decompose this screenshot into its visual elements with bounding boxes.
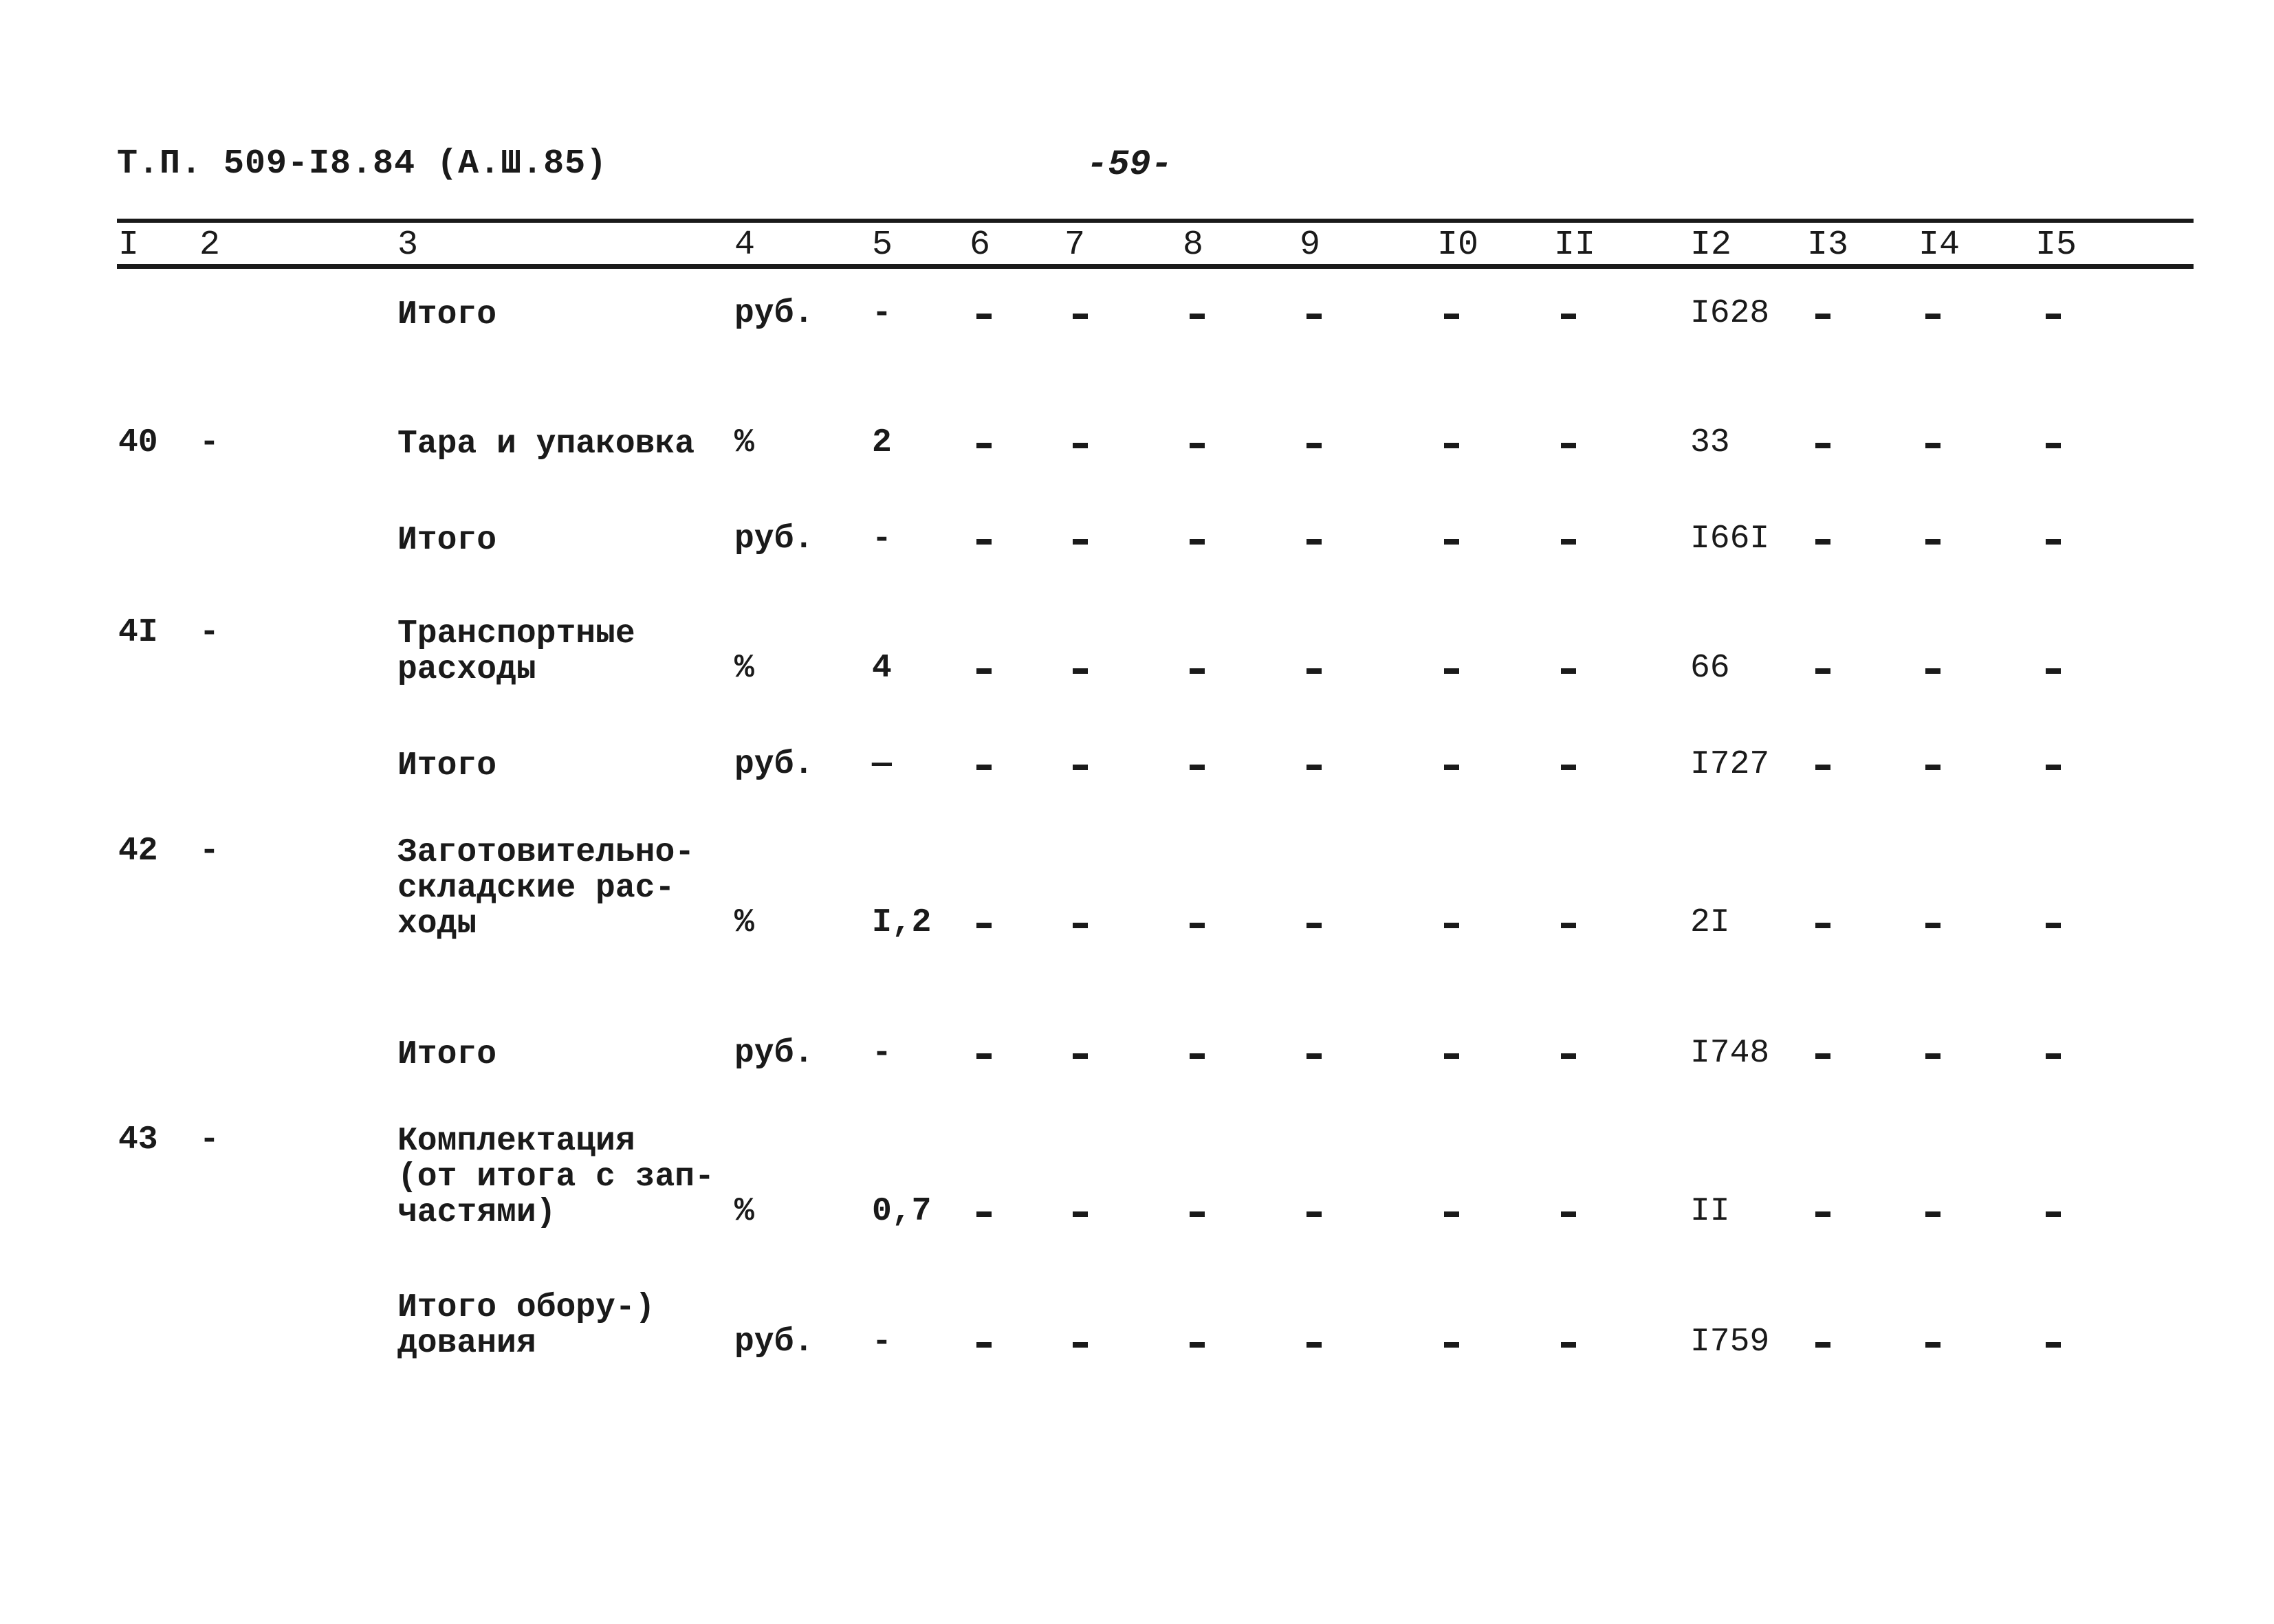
row-col12-value: II [1690, 1193, 1730, 1230]
row-unit: руб. [734, 1324, 814, 1361]
row-description: Итого [397, 747, 497, 784]
column-header-9: 9 [1300, 226, 1321, 265]
page-number: -59- [1086, 144, 1172, 185]
empty-cell-dash [2046, 314, 2061, 319]
empty-cell-dash [1925, 1211, 1940, 1217]
row-description: Заготовительно- складские рас- ходы [397, 834, 695, 943]
empty-cell-dash [1561, 314, 1576, 319]
empty-cell-dash [1073, 539, 1088, 545]
empty-cell-dash [1561, 1342, 1576, 1348]
column-header-3: 3 [397, 226, 419, 265]
row-col2: - [199, 833, 219, 870]
row-unit: руб. [734, 295, 814, 332]
empty-cell-dash [1444, 539, 1459, 545]
empty-cell-dash [976, 765, 992, 770]
empty-cell-dash [1444, 443, 1459, 448]
row-unit: руб. [734, 1035, 814, 1072]
row-col12-value: I759 [1690, 1324, 1770, 1361]
row-col2: - [199, 614, 219, 651]
column-header-12: I2 [1690, 226, 1732, 265]
empty-cell-dash [1073, 314, 1088, 319]
empty-cell-dash [1444, 1211, 1459, 1217]
empty-cell-dash [1561, 1211, 1576, 1217]
row-col2: - [199, 424, 219, 461]
row-col5-value: 0,7 [872, 1193, 932, 1230]
column-header-10: I0 [1437, 226, 1479, 265]
empty-cell-dash [1444, 923, 1459, 928]
empty-cell-dash [2046, 1342, 2061, 1348]
empty-cell-dash [1561, 1053, 1576, 1059]
empty-cell-dash [976, 1342, 992, 1348]
empty-cell-dash [1190, 1211, 1205, 1217]
row-unit: % [734, 424, 754, 461]
row-col12-value: I748 [1690, 1035, 1770, 1072]
empty-cell-dash [1307, 1211, 1322, 1217]
empty-cell-dash [1307, 443, 1322, 448]
empty-cell-dash [1815, 668, 1830, 674]
empty-cell-dash [1190, 1053, 1205, 1059]
row-description: Тара и упаковка [397, 426, 695, 463]
empty-cell-dash [1561, 539, 1576, 545]
document-code: Т.П. 509-I8.84 (А.Ш.85) [117, 144, 608, 184]
empty-cell-dash [1815, 1053, 1830, 1059]
empty-cell-dash [1190, 314, 1205, 319]
empty-cell-dash [2046, 765, 2061, 770]
empty-cell-dash [1925, 668, 1940, 674]
row-col5-value: 4 [872, 650, 892, 687]
empty-cell-dash [1925, 1342, 1940, 1348]
empty-cell-dash [1073, 1211, 1088, 1217]
row-col5-value: - [872, 520, 892, 558]
row-col12-value: 66 [1690, 650, 1730, 687]
column-header-8: 8 [1183, 226, 1204, 265]
empty-cell-dash [1073, 1342, 1088, 1348]
row-col5-value: 2 [872, 424, 892, 461]
empty-cell-dash [1444, 1342, 1459, 1348]
row-number: 43 [118, 1121, 158, 1159]
empty-cell-dash [976, 1053, 992, 1059]
empty-cell-dash [1307, 668, 1322, 674]
empty-cell-dash [1307, 765, 1322, 770]
row-col5-value: I,2 [872, 904, 932, 941]
row-description: Итого [397, 296, 497, 333]
empty-cell-dash [976, 1211, 992, 1217]
empty-cell-dash [1307, 314, 1322, 319]
table-header-rule [117, 264, 2194, 269]
empty-cell-dash [976, 314, 992, 319]
empty-cell-dash [1925, 539, 1940, 545]
row-col12-value: 2I [1690, 904, 1730, 941]
empty-cell-dash [1073, 923, 1088, 928]
empty-cell-dash [1815, 314, 1830, 319]
row-col12-value: I727 [1690, 746, 1770, 783]
empty-cell-dash [2046, 923, 2061, 928]
empty-cell-dash [1561, 668, 1576, 674]
empty-cell-dash [1444, 1053, 1459, 1059]
table-top-rule [117, 219, 2194, 223]
empty-cell-dash [1561, 765, 1576, 770]
empty-cell-dash [1815, 1342, 1830, 1348]
empty-cell-dash [1073, 668, 1088, 674]
empty-cell-dash [976, 668, 992, 674]
row-col5-value: - [872, 1035, 892, 1072]
empty-cell-dash [1190, 668, 1205, 674]
empty-cell-dash [976, 539, 992, 545]
empty-cell-dash [1307, 539, 1322, 545]
empty-cell-dash [1925, 923, 1940, 928]
row-description: Итого [397, 522, 497, 559]
empty-cell-dash [1561, 443, 1576, 448]
empty-cell-dash [976, 923, 992, 928]
column-header-14: I4 [1918, 226, 1960, 265]
row-unit: % [734, 1193, 754, 1230]
row-description: Итого [397, 1036, 497, 1073]
empty-cell-dash [1925, 765, 1940, 770]
row-unit: руб. [734, 520, 814, 558]
empty-cell-dash [2046, 539, 2061, 545]
empty-cell-dash [1307, 923, 1322, 928]
empty-cell-dash [1073, 443, 1088, 448]
column-header-4: 4 [734, 226, 756, 265]
row-description: Транспортные расходы [397, 615, 635, 688]
column-header-6: 6 [970, 226, 991, 265]
empty-cell-dash [2046, 1053, 2061, 1059]
column-header-11: II [1554, 226, 1596, 265]
empty-cell-dash [1444, 314, 1459, 319]
empty-cell-dash [1815, 765, 1830, 770]
row-number: 42 [118, 833, 158, 870]
row-number: 40 [118, 424, 158, 461]
column-header-1: I [118, 226, 140, 265]
empty-cell-dash [1073, 1053, 1088, 1059]
empty-cell-dash [1073, 765, 1088, 770]
empty-cell-dash [1561, 923, 1576, 928]
empty-cell-dash [976, 443, 992, 448]
row-unit: руб. [734, 746, 814, 783]
empty-cell-dash [2046, 668, 2061, 674]
empty-cell-dash [1190, 1342, 1205, 1348]
column-header-7: 7 [1064, 226, 1086, 265]
empty-cell-dash [1925, 1053, 1940, 1059]
empty-cell-dash [1190, 539, 1205, 545]
row-col2: - [199, 1121, 219, 1159]
row-number: 4I [118, 614, 158, 651]
row-unit: % [734, 650, 754, 687]
empty-cell-dash [1815, 539, 1830, 545]
empty-cell-dash [1444, 765, 1459, 770]
empty-cell-dash [1190, 765, 1205, 770]
empty-cell-dash [2046, 443, 2061, 448]
row-description: Итого обору-) дования [397, 1289, 655, 1362]
row-col12-value: I66I [1690, 520, 1770, 558]
empty-cell-dash [1307, 1053, 1322, 1059]
row-col12-value: 33 [1690, 424, 1730, 461]
row-col5-value: - [872, 1324, 892, 1361]
empty-cell-dash [1815, 923, 1830, 928]
column-header-2: 2 [199, 226, 221, 265]
empty-cell-dash [1307, 1342, 1322, 1348]
column-header-13: I3 [1807, 226, 1849, 265]
column-header-15: I5 [2035, 226, 2077, 265]
column-header-5: 5 [872, 226, 893, 265]
empty-cell-dash [1190, 923, 1205, 928]
row-description: Комплектация (от итога с зап- частями) [397, 1123, 714, 1231]
empty-cell-dash [1925, 314, 1940, 319]
row-col5-value: - [872, 295, 892, 332]
row-unit: % [734, 904, 754, 941]
empty-cell-dash [1444, 668, 1459, 674]
empty-cell-dash [1815, 443, 1830, 448]
empty-cell-dash [1815, 1211, 1830, 1217]
row-col12-value: I628 [1690, 295, 1770, 332]
row-col5-value: — [872, 746, 892, 783]
empty-cell-dash [1190, 443, 1205, 448]
empty-cell-dash [1925, 443, 1940, 448]
empty-cell-dash [2046, 1211, 2061, 1217]
